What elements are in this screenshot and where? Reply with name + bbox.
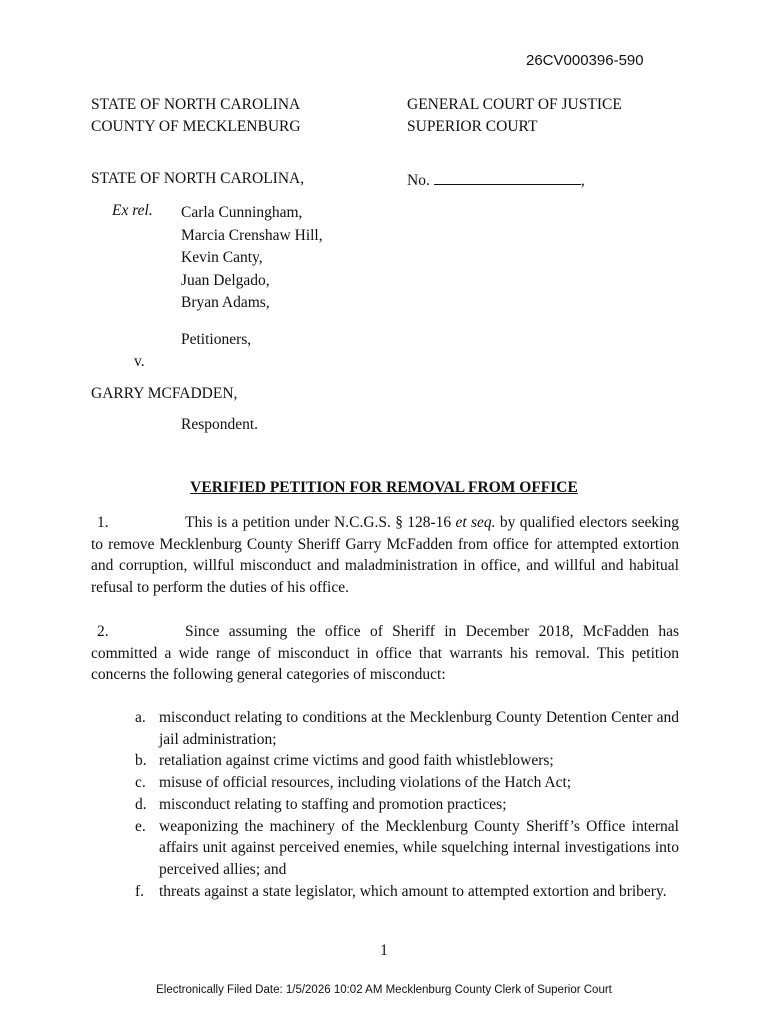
number-label: No. xyxy=(407,172,430,189)
respondent-name: GARRY MCFADDEN, xyxy=(91,385,238,402)
relator-name: Juan Delgado, xyxy=(181,271,270,289)
caption-state-county xyxy=(91,94,301,138)
caption-court xyxy=(407,94,622,138)
list-item-text: misconduct relating to staffing and promotion practices; xyxy=(159,795,507,813)
county-heading: COUNTY OF MECKLENBURG xyxy=(91,118,301,135)
list-item xyxy=(135,707,679,750)
list-item xyxy=(135,881,679,903)
division-heading: SUPERIOR COURT xyxy=(407,118,538,135)
page-number: 1 xyxy=(380,942,388,959)
paragraph-text: Since assuming the office of Sheriff in December 2018, McFadden has committed a wide range of misconduct in office that warrants his removal. This petition concerns the following general categories of misconduct: xyxy=(91,623,679,684)
number-suffix: , xyxy=(580,172,585,189)
list-item-letter: c. xyxy=(135,774,146,792)
relator-name: Carla Cunningham, xyxy=(181,204,303,221)
list-item-letter: a. xyxy=(135,709,146,726)
number-blank xyxy=(434,170,581,185)
list-item xyxy=(135,750,679,772)
list-item-text: misconduct relating to conditions at the Mecklenburg County Detention Center and jail administration; xyxy=(159,709,679,748)
state-heading: STATE OF NORTH CAROLINA xyxy=(91,96,301,113)
ex-rel-label: Ex rel. xyxy=(112,202,153,219)
case-number-field xyxy=(407,170,585,190)
list-item xyxy=(135,816,679,881)
court-heading: GENERAL COURT OF JUSTICE xyxy=(407,96,622,113)
document-title: VERIFIED PETITION FOR REMOVAL FROM OFFICE xyxy=(190,479,578,496)
paragraph-text: This is a petition under N.C.G.S. § 128-16 xyxy=(185,514,456,531)
relator-name: Marcia Crenshaw Hill, xyxy=(181,226,323,244)
versus-label: v. xyxy=(134,353,145,370)
list-item-text: misuse of official resources, including violations of the Hatch Act; xyxy=(159,774,572,792)
plaintiff-name: STATE OF NORTH CAROLINA, xyxy=(91,170,305,187)
relator-name: Bryan Adams, xyxy=(181,294,270,312)
list-item xyxy=(135,772,679,794)
petitioners-label: Petitioners, xyxy=(181,331,252,348)
misconduct-category-list xyxy=(135,707,679,902)
relator-name: Kevin Canty, xyxy=(181,249,263,267)
list-item-letter: f. xyxy=(135,882,145,900)
relator-list xyxy=(181,202,323,315)
list-item-text: threats against a state legislator, which amount to attempted extortion and bribery. xyxy=(159,882,667,900)
paragraph-2 xyxy=(91,621,679,686)
list-item-text: retaliation against crime victims and good faith whistleblowers; xyxy=(159,752,554,770)
list-item-letter: e. xyxy=(135,817,146,835)
list-item-letter: d. xyxy=(135,795,147,813)
paragraph-text: by qualified electors seeking to remove Mecklenburg County Sheriff Garry McFadden from office for attempted extortion and corruption, willful misconduct and maladministration in office, and willful and habitual refusal to perform the duties of his office. xyxy=(91,514,679,597)
paragraph-number: 2. xyxy=(97,623,109,640)
list-item xyxy=(135,794,679,816)
paragraph-1 xyxy=(91,512,679,599)
paragraph-italic-text: et seq. xyxy=(455,514,496,531)
filing-footer: Electronically Filed Date: 1/5/2026 10:02 AM Mecklenburg County Clerk of Superior Court xyxy=(156,984,612,996)
case-number: 26CV000396-590 xyxy=(526,52,644,69)
respondent-label: Respondent. xyxy=(181,416,259,433)
paragraph-number: 1. xyxy=(97,514,109,531)
list-item-letter: b. xyxy=(135,752,147,770)
list-item-text: weaponizing the machinery of the Mecklenburg County Sheriff’s Office internal affairs unit against perceived enemies, while squelching internal investigations into perceived allies; and xyxy=(159,817,679,878)
